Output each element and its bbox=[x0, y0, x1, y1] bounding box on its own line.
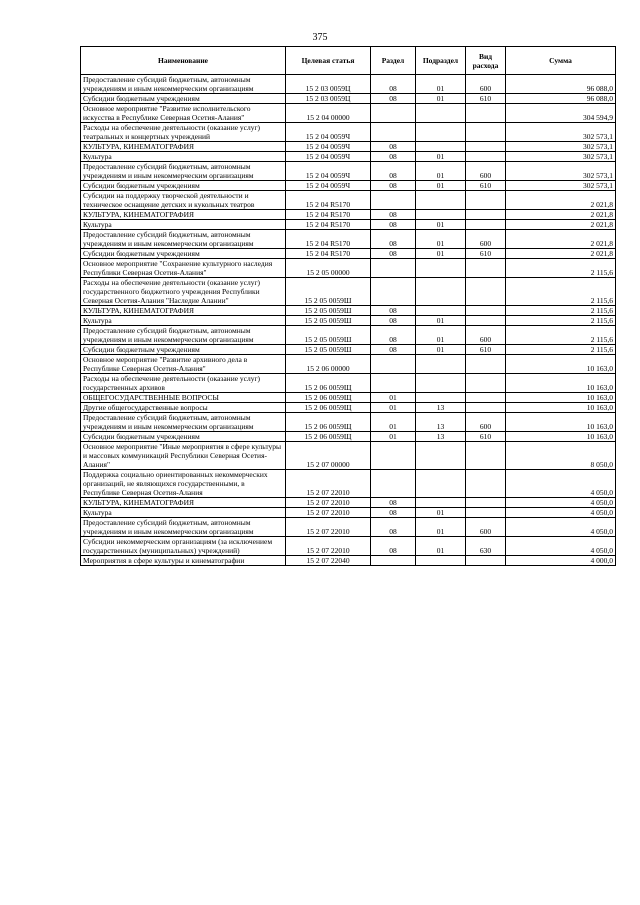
table-row bbox=[81, 181, 616, 191]
cell-article: 15 2 07 00000 bbox=[286, 442, 371, 470]
cell-type bbox=[466, 403, 506, 413]
cell-section bbox=[371, 191, 416, 210]
cell-name: КУЛЬТУРА, КИНЕМАТОГРАФИЯ bbox=[81, 142, 286, 152]
cell-article: 15 2 06 0059Щ bbox=[286, 393, 371, 403]
table-row bbox=[81, 278, 616, 306]
cell-sum: 10 163,0 bbox=[506, 393, 616, 403]
cell-sum: 2 021,8 bbox=[506, 191, 616, 210]
table-row bbox=[81, 210, 616, 220]
table-row bbox=[81, 403, 616, 413]
cell-article: 15 2 04 R5170 bbox=[286, 210, 371, 220]
cell-subsection: 01 bbox=[416, 326, 466, 345]
cell-article: 15 2 06 00000 bbox=[286, 355, 371, 374]
cell-type bbox=[466, 498, 506, 508]
cell-name: Субсидии некоммерческим организациям (за исключением государственных (муниципальных) учреждений) bbox=[81, 537, 286, 556]
cell-type: 600 bbox=[466, 413, 506, 432]
cell-sum: 2 115,6 bbox=[506, 316, 616, 326]
cell-article: 15 2 05 0059Ш bbox=[286, 316, 371, 326]
cell-article: 15 2 05 00000 bbox=[286, 259, 371, 278]
table-row bbox=[81, 230, 616, 249]
cell-name: Предоставление субсидий бюджетным, автономным учреждениям и иным некоммерческим организациям bbox=[81, 413, 286, 432]
table-row bbox=[81, 220, 616, 230]
cell-section: 08 bbox=[371, 316, 416, 326]
cell-article: 15 2 04 0059Ч bbox=[286, 162, 371, 181]
cell-section bbox=[371, 355, 416, 374]
cell-name: Расходы на обеспечение деятельности (оказание услуг) государственного бюджетного учреждения Республики Северная Осетия-Алания "Наследие Алании" bbox=[81, 278, 286, 306]
cell-section: 08 bbox=[371, 249, 416, 259]
cell-name: Культура bbox=[81, 508, 286, 518]
cell-subsection: 01 bbox=[416, 152, 466, 162]
cell-article: 15 2 07 22010 bbox=[286, 470, 371, 498]
cell-sum: 2 115,6 bbox=[506, 306, 616, 316]
cell-section bbox=[371, 259, 416, 278]
cell-section: 01 bbox=[371, 432, 416, 442]
cell-subsection bbox=[416, 393, 466, 403]
table-row bbox=[81, 442, 616, 470]
cell-subsection: 01 bbox=[416, 249, 466, 259]
cell-article: 15 2 07 22010 bbox=[286, 518, 371, 537]
cell-article: 15 2 04 R5170 bbox=[286, 230, 371, 249]
cell-name: Субсидии бюджетным учреждениям bbox=[81, 432, 286, 442]
cell-section bbox=[371, 278, 416, 306]
cell-sum: 2 115,6 bbox=[506, 278, 616, 306]
cell-type bbox=[466, 316, 506, 326]
cell-subsection: 01 bbox=[416, 220, 466, 230]
cell-sum: 10 163,0 bbox=[506, 432, 616, 442]
cell-subsection: 01 bbox=[416, 94, 466, 104]
cell-article: 15 2 04 R5170 bbox=[286, 249, 371, 259]
cell-article: 15 2 06 0059Щ bbox=[286, 403, 371, 413]
cell-subsection bbox=[416, 278, 466, 306]
cell-section bbox=[371, 470, 416, 498]
cell-section: 08 bbox=[371, 162, 416, 181]
table-row bbox=[81, 142, 616, 152]
cell-subsection bbox=[416, 442, 466, 470]
cell-subsection bbox=[416, 259, 466, 278]
cell-name: Предоставление субсидий бюджетным, автономным учреждениям и иным некоммерческим организациям bbox=[81, 75, 286, 94]
cell-section: 08 bbox=[371, 94, 416, 104]
cell-type bbox=[466, 123, 506, 142]
cell-sum: 10 163,0 bbox=[506, 374, 616, 393]
cell-section: 08 bbox=[371, 306, 416, 316]
cell-section bbox=[371, 556, 416, 566]
cell-section: 01 bbox=[371, 403, 416, 413]
cell-sum: 4 050,0 bbox=[506, 537, 616, 556]
cell-section bbox=[371, 123, 416, 142]
cell-sum: 10 163,0 bbox=[506, 403, 616, 413]
cell-name: Предоставление субсидий бюджетным, автономным учреждениям и иным некоммерческим организациям bbox=[81, 518, 286, 537]
cell-name: Культура bbox=[81, 316, 286, 326]
cell-type bbox=[466, 306, 506, 316]
cell-sum: 10 163,0 bbox=[506, 413, 616, 432]
cell-subsection bbox=[416, 142, 466, 152]
cell-article: 15 2 05 0059Ш bbox=[286, 345, 371, 355]
table-row bbox=[81, 191, 616, 210]
cell-article: 15 2 05 0059Ш bbox=[286, 278, 371, 306]
cell-subsection: 01 bbox=[416, 508, 466, 518]
table-header-row bbox=[81, 47, 616, 75]
cell-name: Основное мероприятие "Сохранение культурного наследия Республики Северная Осетия-Алания" bbox=[81, 259, 286, 278]
cell-subsection bbox=[416, 470, 466, 498]
cell-subsection bbox=[416, 210, 466, 220]
cell-subsection: 01 bbox=[416, 345, 466, 355]
cell-section: 08 bbox=[371, 345, 416, 355]
cell-section: 08 bbox=[371, 498, 416, 508]
cell-type: 610 bbox=[466, 94, 506, 104]
cell-type bbox=[466, 210, 506, 220]
cell-subsection: 01 bbox=[416, 181, 466, 191]
cell-name: Основное мероприятие "Иные мероприятия в сфере культуры и массовых коммуникаций Республики Северная Осетия-Алания" bbox=[81, 442, 286, 470]
cell-type bbox=[466, 556, 506, 566]
cell-sum: 96 088,0 bbox=[506, 75, 616, 94]
cell-section: 08 bbox=[371, 508, 416, 518]
cell-name: КУЛЬТУРА, КИНЕМАТОГРАФИЯ bbox=[81, 210, 286, 220]
cell-sum: 96 088,0 bbox=[506, 94, 616, 104]
table-row bbox=[81, 537, 616, 556]
cell-article: 15 2 06 0059Щ bbox=[286, 432, 371, 442]
cell-article: 15 2 04 00000 bbox=[286, 104, 371, 123]
cell-type: 610 bbox=[466, 249, 506, 259]
cell-type bbox=[466, 104, 506, 123]
cell-sum: 2 115,6 bbox=[506, 326, 616, 345]
cell-name: Предоставление субсидий бюджетным, автономным учреждениям и иным некоммерческим организациям bbox=[81, 326, 286, 345]
cell-article: 15 2 07 22010 bbox=[286, 537, 371, 556]
table-row bbox=[81, 104, 616, 123]
cell-subsection: 13 bbox=[416, 403, 466, 413]
cell-article: 15 2 05 0059Ш bbox=[286, 326, 371, 345]
cell-type bbox=[466, 393, 506, 403]
cell-subsection: 01 bbox=[416, 518, 466, 537]
cell-type: 600 bbox=[466, 230, 506, 249]
cell-type: 600 bbox=[466, 75, 506, 94]
table-row bbox=[81, 498, 616, 508]
cell-name: Субсидии на поддержку творческой деятельности и техническое оснащение детских и кукольных театров bbox=[81, 191, 286, 210]
cell-section: 08 bbox=[371, 518, 416, 537]
table-row bbox=[81, 355, 616, 374]
cell-subsection bbox=[416, 498, 466, 508]
cell-subsection: 01 bbox=[416, 162, 466, 181]
cell-name: Субсидии бюджетным учреждениям bbox=[81, 94, 286, 104]
cell-sum: 302 573,1 bbox=[506, 142, 616, 152]
cell-article: 15 2 07 22040 bbox=[286, 556, 371, 566]
cell-article: 15 2 06 0059Щ bbox=[286, 413, 371, 432]
page-number: 375 bbox=[312, 32, 328, 43]
budget-table bbox=[80, 46, 616, 566]
cell-type bbox=[466, 374, 506, 393]
cell-type bbox=[466, 278, 506, 306]
cell-article: 15 2 07 22010 bbox=[286, 498, 371, 508]
header-subsection: Подраздел bbox=[416, 47, 466, 75]
table-row bbox=[81, 374, 616, 393]
cell-subsection bbox=[416, 123, 466, 142]
cell-sum: 302 573,1 bbox=[506, 181, 616, 191]
cell-subsection bbox=[416, 355, 466, 374]
cell-subsection bbox=[416, 374, 466, 393]
cell-sum: 302 573,1 bbox=[506, 152, 616, 162]
cell-sum: 2 021,8 bbox=[506, 249, 616, 259]
cell-type: 610 bbox=[466, 432, 506, 442]
cell-name: Культура bbox=[81, 152, 286, 162]
cell-section bbox=[371, 442, 416, 470]
cell-subsection: 01 bbox=[416, 75, 466, 94]
cell-article: 15 2 04 0059Ч bbox=[286, 123, 371, 142]
table-row bbox=[81, 123, 616, 142]
cell-sum: 8 050,0 bbox=[506, 442, 616, 470]
header-section: Раздел bbox=[371, 47, 416, 75]
cell-section: 01 bbox=[371, 413, 416, 432]
cell-name: ОБЩЕГОСУДАРСТВЕННЫЕ ВОПРОСЫ bbox=[81, 393, 286, 403]
header-article: Целевая статья bbox=[286, 47, 371, 75]
cell-subsection bbox=[416, 556, 466, 566]
table-row bbox=[81, 432, 616, 442]
cell-name: Основное мероприятие "Развитие архивного дела в Республике Северная Осетия-Алания" bbox=[81, 355, 286, 374]
cell-sum: 2 115,6 bbox=[506, 345, 616, 355]
cell-subsection: 01 bbox=[416, 316, 466, 326]
cell-name: КУЛЬТУРА, КИНЕМАТОГРАФИЯ bbox=[81, 306, 286, 316]
cell-name: Предоставление субсидий бюджетным, автономным учреждениям и иным некоммерческим организациям bbox=[81, 230, 286, 249]
cell-subsection: 13 bbox=[416, 413, 466, 432]
cell-article: 15 2 07 22010 bbox=[286, 508, 371, 518]
cell-section: 08 bbox=[371, 230, 416, 249]
cell-section bbox=[371, 374, 416, 393]
cell-article: 15 2 04 0059Ч bbox=[286, 152, 371, 162]
table-row bbox=[81, 152, 616, 162]
cell-article: 15 2 06 0059Щ bbox=[286, 374, 371, 393]
cell-sum: 4 050,0 bbox=[506, 470, 616, 498]
table-row bbox=[81, 75, 616, 94]
cell-sum: 2 021,8 bbox=[506, 220, 616, 230]
cell-section: 08 bbox=[371, 152, 416, 162]
cell-sum: 2 021,8 bbox=[506, 230, 616, 249]
cell-sum: 304 594,9 bbox=[506, 104, 616, 123]
cell-article: 15 2 04 0059Ч bbox=[286, 181, 371, 191]
cell-name: КУЛЬТУРА, КИНЕМАТОГРАФИЯ bbox=[81, 498, 286, 508]
cell-name: Поддержка социально ориентированных некоммерческих организаций, не являющихся государственными, в Республике Северная Осетия-Алания bbox=[81, 470, 286, 498]
cell-name: Предоставление субсидий бюджетным, автономным учреждениям и иным некоммерческим организациям bbox=[81, 162, 286, 181]
cell-subsection: 01 bbox=[416, 230, 466, 249]
cell-article: 15 2 04 0059Ч bbox=[286, 142, 371, 152]
cell-name: Расходы на обеспечение деятельности (оказание услуг) театральных и концертных учреждений bbox=[81, 123, 286, 142]
cell-type: 600 bbox=[466, 518, 506, 537]
cell-subsection: 13 bbox=[416, 432, 466, 442]
cell-name: Субсидии бюджетным учреждениям bbox=[81, 181, 286, 191]
cell-name: Субсидии бюджетным учреждениям bbox=[81, 249, 286, 259]
cell-subsection: 01 bbox=[416, 537, 466, 556]
table-row bbox=[81, 94, 616, 104]
cell-type bbox=[466, 442, 506, 470]
cell-article: 15 2 04 R5170 bbox=[286, 191, 371, 210]
cell-section: 08 bbox=[371, 220, 416, 230]
cell-section bbox=[371, 104, 416, 123]
cell-article: 15 2 03 0059Ц bbox=[286, 75, 371, 94]
table-row bbox=[81, 413, 616, 432]
cell-type: 630 bbox=[466, 537, 506, 556]
cell-type bbox=[466, 142, 506, 152]
table-row bbox=[81, 470, 616, 498]
cell-type bbox=[466, 152, 506, 162]
cell-section: 08 bbox=[371, 75, 416, 94]
cell-sum: 302 573,1 bbox=[506, 162, 616, 181]
header-name: Наименование bbox=[81, 47, 286, 75]
cell-sum: 4 050,0 bbox=[506, 498, 616, 508]
cell-sum: 4 050,0 bbox=[506, 518, 616, 537]
table-row bbox=[81, 259, 616, 278]
cell-name: Субсидии бюджетным учреждениям bbox=[81, 345, 286, 355]
cell-type bbox=[466, 191, 506, 210]
cell-subsection bbox=[416, 104, 466, 123]
cell-name: Другие общегосударственные вопросы bbox=[81, 403, 286, 413]
cell-section: 08 bbox=[371, 326, 416, 345]
cell-sum: 2 021,8 bbox=[506, 210, 616, 220]
cell-sum: 302 573,1 bbox=[506, 123, 616, 142]
table-row bbox=[81, 249, 616, 259]
cell-section: 01 bbox=[371, 393, 416, 403]
cell-sum: 4 050,0 bbox=[506, 508, 616, 518]
table-row bbox=[81, 162, 616, 181]
cell-type bbox=[466, 220, 506, 230]
cell-section: 08 bbox=[371, 142, 416, 152]
cell-sum: 2 115,6 bbox=[506, 259, 616, 278]
cell-subsection bbox=[416, 191, 466, 210]
cell-sum: 10 163,0 bbox=[506, 355, 616, 374]
cell-type: 610 bbox=[466, 345, 506, 355]
cell-name: Культура bbox=[81, 220, 286, 230]
cell-name: Мероприятия в сфере культуры и кинематографии bbox=[81, 556, 286, 566]
cell-type bbox=[466, 508, 506, 518]
cell-section: 08 bbox=[371, 210, 416, 220]
cell-type: 600 bbox=[466, 162, 506, 181]
cell-article: 15 2 05 0059Ш bbox=[286, 306, 371, 316]
cell-sum: 4 000,0 bbox=[506, 556, 616, 566]
header-sum: Сумма bbox=[506, 47, 616, 75]
cell-name: Основное мероприятие "Развитие исполнительского искусства в Республике Северная Осетия-Алания" bbox=[81, 104, 286, 123]
cell-section: 08 bbox=[371, 181, 416, 191]
header-type: Вид расхода bbox=[466, 47, 506, 75]
table-row bbox=[81, 556, 616, 566]
cell-type bbox=[466, 470, 506, 498]
table-row bbox=[81, 393, 616, 403]
table-row bbox=[81, 326, 616, 345]
cell-article: 15 2 03 0059Ц bbox=[286, 94, 371, 104]
cell-section: 08 bbox=[371, 537, 416, 556]
cell-type bbox=[466, 259, 506, 278]
cell-subsection bbox=[416, 306, 466, 316]
table-row bbox=[81, 306, 616, 316]
cell-type: 610 bbox=[466, 181, 506, 191]
cell-type: 600 bbox=[466, 326, 506, 345]
cell-type bbox=[466, 355, 506, 374]
cell-name: Расходы на обеспечение деятельности (оказание услуг) государственных архивов bbox=[81, 374, 286, 393]
table-row bbox=[81, 518, 616, 537]
table-row bbox=[81, 345, 616, 355]
table-row bbox=[81, 508, 616, 518]
cell-article: 15 2 04 R5170 bbox=[286, 220, 371, 230]
table-row bbox=[81, 316, 616, 326]
